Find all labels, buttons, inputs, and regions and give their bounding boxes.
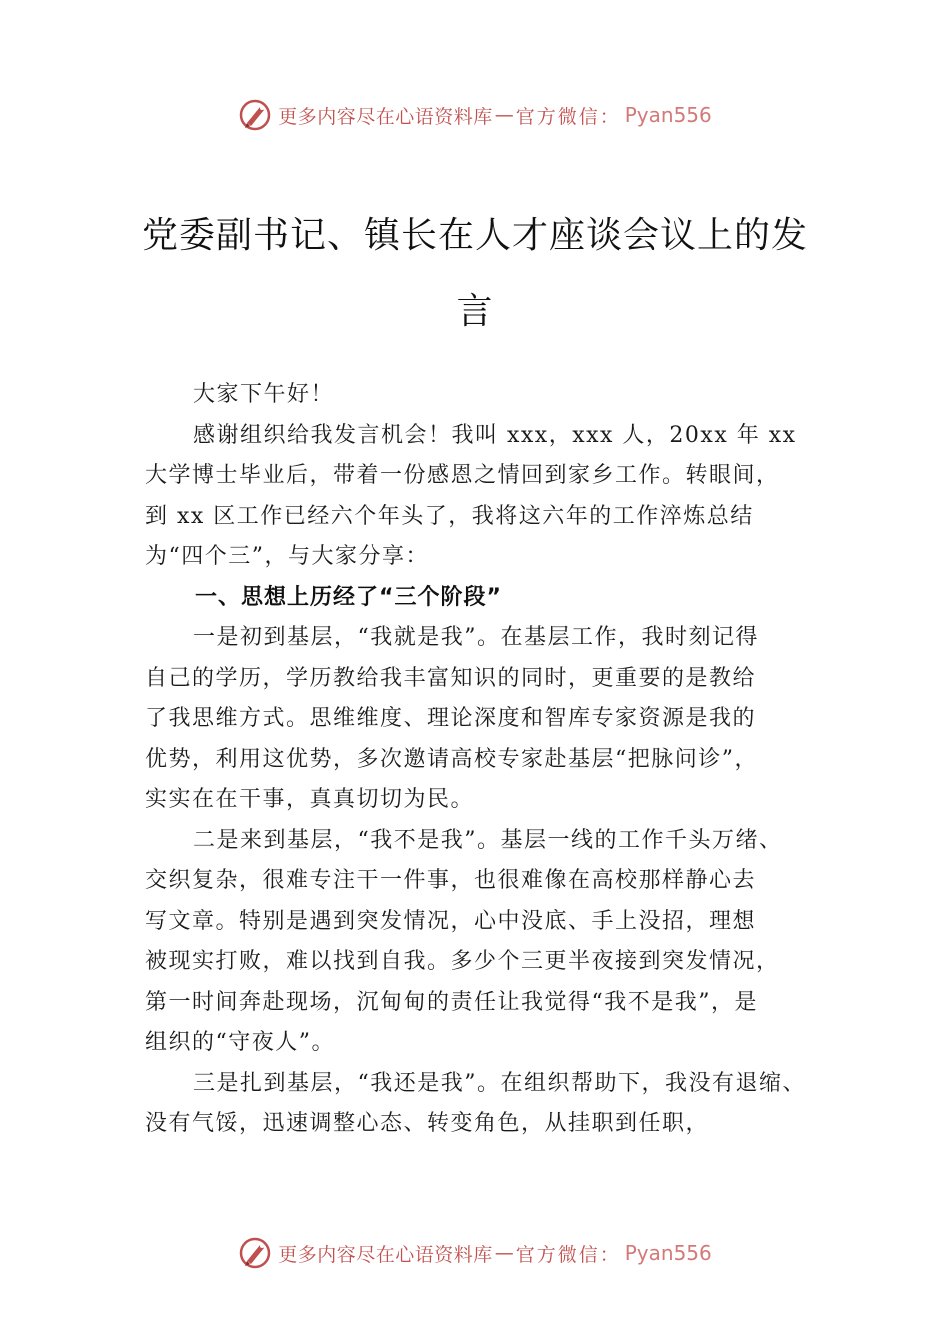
paragraph-line: 实实在在干事，真真切切为民。 [145, 787, 475, 812]
watermark-wechat-label: 官方微信： [515, 105, 621, 128]
intro-paragraph [145, 416, 805, 578]
paragraph-3 [145, 1064, 805, 1145]
title-line-1: 党委副书记、镇长在人才座谈会议上的发 [141, 215, 808, 256]
intro-line: 为“四个三”，与大家分享： [145, 544, 429, 569]
paragraph-line: 三是扎到基层，“我还是我”。在组织帮助下，我没有退缩、 [193, 1070, 806, 1096]
paragraph-line: 组织的“守夜人”。 [145, 1030, 335, 1055]
watermark-dash: — [494, 1242, 514, 1264]
paragraph-line: 第一时间奔赴现场，沉甸甸的责任让我觉得“我不是我”，是 [145, 989, 758, 1015]
watermark-wechat-id: Pyan556 [624, 1241, 712, 1265]
watermark-header [0, 95, 950, 135]
intro-line: 感谢组织给我发言机会！我叫 xxx，xxx 人，20xx 年 xx [193, 422, 797, 448]
paragraph-2 [145, 821, 805, 1064]
paragraph-line: 交织复杂，很难专注干一件事，也很难像在高校那样静心去 [145, 868, 757, 893]
watermark-dash: — [494, 104, 514, 126]
paragraph-line: 优势，利用这优势，多次邀请高校专家赴基层“把脉问诊”， [145, 746, 758, 772]
paragraph-line: 二是来到基层，“我不是我”。基层一线的工作千头万绪、 [193, 827, 783, 853]
greeting-line: 大家下午好！ [193, 382, 335, 407]
paragraph-line: 没有气馁，迅速调整心态、转变角色，从挂职到任职， [145, 1111, 710, 1136]
watermark-wechat-id: Pyan556 [624, 103, 712, 127]
intro-line: 到 xx 区工作已经六个年头了，我将这六年的工作淬炼总结 [145, 503, 754, 529]
pen-logo-icon [238, 1236, 272, 1270]
document-body [145, 375, 805, 1145]
paragraph-1 [145, 618, 805, 821]
greeting [145, 375, 805, 416]
section-heading-1: 一、思想上历经了“三个阶段” [195, 584, 502, 610]
watermark-footer [0, 1233, 950, 1273]
intro-line: 大学博士毕业后，带着一份感恩之情回到家乡工作。转眼间， [145, 463, 780, 488]
paragraph-line: 一是初到基层，“我就是我”。在基层工作，我时刻记得 [193, 625, 759, 650]
title-line-2: 言 [456, 291, 494, 332]
document-title [140, 198, 810, 350]
watermark-text: 更多内容尽在心语资料库 [278, 105, 493, 128]
watermark-wechat-label: 官方微信： [515, 1243, 621, 1266]
paragraph-line: 被现实打败，难以找到自我。多少个三更半夜接到突发情况， [145, 949, 780, 974]
paragraph-line: 写文章。特别是遇到突发情况，心中没底、手上没招，理想 [145, 908, 757, 934]
watermark-text: 更多内容尽在心语资料库 [278, 1243, 493, 1266]
paragraph-line: 了我思维方式。思维维度、理论深度和智库专家资源是我的 [145, 706, 757, 731]
pen-logo-icon [238, 98, 272, 132]
paragraph-line: 自己的学历，学历教给我丰富知识的同时，更重要的是教给 [145, 665, 757, 691]
